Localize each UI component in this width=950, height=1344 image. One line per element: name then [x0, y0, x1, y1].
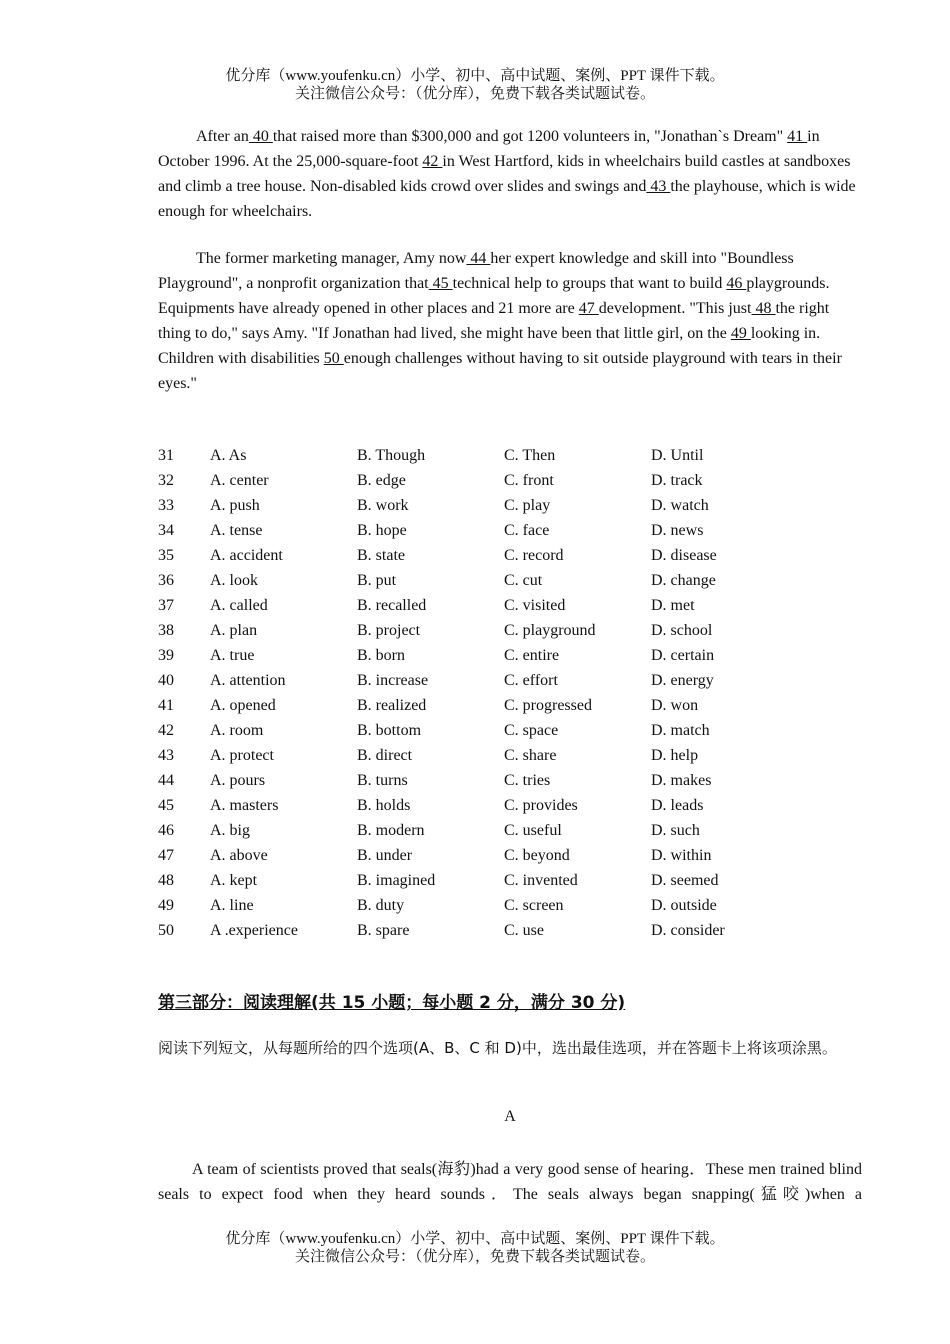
option-row-42 — [158, 718, 771, 743]
header-line-1: 优分库（www.youfenku.cn）小学、初中、高中试题、案例、PPT 课件下载。 — [225, 68, 725, 84]
option-a: A. called — [210, 596, 268, 614]
option-b: B. modern — [357, 821, 425, 839]
page-header — [0, 67, 950, 103]
option-a: A. big — [210, 821, 250, 839]
option-c: C. effort — [504, 671, 558, 689]
blank-50: 50 — [323, 350, 344, 367]
option-b: B. state — [357, 546, 405, 564]
option-a: A. above — [210, 846, 268, 864]
option-c: C. front — [504, 471, 554, 489]
option-a: A. pours — [210, 771, 266, 789]
question-number: 36 — [158, 571, 174, 589]
option-b: B. increase — [357, 671, 429, 689]
passage-label: A — [504, 1108, 516, 1125]
option-row-43 — [158, 743, 771, 768]
question-number: 48 — [158, 871, 174, 889]
option-d: D. watch — [651, 496, 709, 514]
option-c: C. tries — [504, 771, 551, 789]
option-c: C. visited — [504, 596, 566, 614]
footer-line-1: 优分库（www.youfenku.cn）小学、初中、高中试题、案例、PPT 课件下载。 — [225, 1231, 725, 1247]
option-d: D. change — [651, 571, 716, 589]
option-a: A. line — [210, 896, 254, 914]
option-row-46 — [158, 818, 771, 843]
option-row-50 — [158, 918, 771, 943]
option-a: A. opened — [210, 696, 276, 714]
option-row-45 — [158, 793, 771, 818]
option-d: D. disease — [651, 546, 717, 564]
reading-text: A team of scientists proved that seals(海豹)had a very good sense of hearing．These men trained blind seals to expect food when they heard sounds．The seals always began snapping(猛咬)when a — [158, 1161, 862, 1203]
option-row-40 — [158, 668, 771, 693]
option-row-31 — [158, 443, 771, 468]
blank-47: 47 — [578, 300, 599, 317]
option-d: D. certain — [651, 646, 715, 664]
option-a: A. look — [210, 571, 258, 589]
option-a: A. protect — [210, 746, 274, 764]
option-d: D. met — [651, 596, 695, 614]
blank-43: 43 — [646, 178, 671, 195]
option-row-48 — [158, 868, 771, 893]
text-segment: playgrounds. Equipments have already opened in other places and 21 more are — [158, 275, 830, 317]
option-row-35 — [158, 543, 771, 568]
question-number: 34 — [158, 521, 174, 539]
option-a: A. attention — [210, 671, 286, 689]
option-a: A. true — [210, 646, 255, 664]
text-segment: her expert knowledge and skill into "Boundless Playground", a nonprofit organization that — [158, 250, 794, 292]
options-table — [158, 443, 771, 943]
section-3-title: 第三部分：阅读理解(共 15 小题；每小题 2 分，满分 30 分) — [158, 993, 626, 1013]
question-number: 35 — [158, 546, 174, 564]
text-segment: the right thing to do," says Amy. "If Jonathan had lived, she might have been that little girl, on the — [158, 300, 830, 342]
option-a: A. masters — [210, 796, 279, 814]
blank-49: 49 — [730, 325, 751, 342]
option-c: C. entire — [504, 646, 560, 664]
option-row-36 — [158, 568, 771, 593]
option-a: A. kept — [210, 871, 258, 889]
option-d: D. help — [651, 746, 699, 764]
text-segment: enough challenges without having to sit outside playground with tears in their eyes." — [158, 350, 842, 392]
option-b: B. direct — [357, 746, 413, 764]
text-segment: technical help to groups that want to build — [452, 275, 727, 292]
question-number: 39 — [158, 646, 174, 664]
option-c: C. share — [504, 746, 557, 764]
option-b: B. turns — [357, 771, 408, 789]
option-b: B. put — [357, 571, 397, 589]
question-number: 42 — [158, 721, 174, 739]
option-row-47 — [158, 843, 771, 868]
question-number: 37 — [158, 596, 174, 614]
option-b: B. hope — [357, 521, 407, 539]
blank-41: 41 — [787, 128, 808, 145]
option-c: C. playground — [504, 621, 596, 639]
option-b: B. work — [357, 496, 409, 514]
reading-passage-a — [158, 1157, 862, 1207]
option-d: D. Until — [651, 446, 704, 464]
option-d: D. within — [651, 846, 712, 864]
option-b: B. duty — [357, 896, 405, 914]
question-number: 38 — [158, 621, 174, 639]
blank-45: 45 — [428, 275, 453, 292]
option-c: C. provides — [504, 796, 578, 814]
option-row-38 — [158, 618, 771, 643]
blank-42: 42 — [422, 153, 443, 170]
option-a: A. plan — [210, 621, 258, 639]
page-footer — [0, 1230, 950, 1266]
text-segment: in West Hartford, kids in wheelchairs build castles at sandboxes and climb a tree house. Non-disabled kids crowd over slides and swings and — [158, 153, 851, 195]
option-c: C. cut — [504, 571, 543, 589]
text-segment: After an — [196, 128, 249, 145]
question-number: 32 — [158, 471, 174, 489]
option-d: D. leads — [651, 796, 704, 814]
option-b: B. bottom — [357, 721, 422, 739]
question-number: 44 — [158, 771, 174, 789]
question-number: 46 — [158, 821, 174, 839]
option-d: D. such — [651, 821, 700, 839]
question-number: 31 — [158, 446, 174, 464]
option-b: B. holds — [357, 796, 411, 814]
blank-48: 48 — [751, 300, 776, 317]
text-segment: that raised more than $300,000 and got 1200 volunteers in, "Jonathan`s Dream" — [272, 128, 788, 145]
question-number: 47 — [158, 846, 174, 864]
option-row-37 — [158, 593, 771, 618]
option-d: D. track — [651, 471, 703, 489]
option-a: A .experience — [210, 921, 298, 939]
option-a: A. push — [210, 496, 260, 514]
option-b: B. realized — [357, 696, 427, 714]
option-c: C. screen — [504, 896, 564, 914]
option-d: D. school — [651, 621, 713, 639]
option-d: D. won — [651, 696, 699, 714]
option-c: C. useful — [504, 821, 562, 839]
section-3-instruction: 阅读下列短文，从每题所给的四个选项(A、B、C 和 D)中，选出最佳选项，并在答题卡上将该项涂黑。 — [158, 1039, 837, 1057]
option-c: C. record — [504, 546, 564, 564]
option-b: B. born — [357, 646, 405, 664]
option-row-34 — [158, 518, 771, 543]
question-number: 40 — [158, 671, 174, 689]
text-segment: development. "This just — [598, 300, 752, 317]
option-d: D. makes — [651, 771, 712, 789]
option-row-41 — [158, 693, 771, 718]
option-row-33 — [158, 493, 771, 518]
option-b: B. spare — [357, 921, 410, 939]
option-b: B. project — [357, 621, 421, 639]
option-c: C. face — [504, 521, 550, 539]
option-a: A. center — [210, 471, 269, 489]
option-c: C. progressed — [504, 696, 592, 714]
question-number: 50 — [158, 921, 174, 939]
cloze-paragraph-1 — [158, 124, 862, 224]
header-line-2: 关注微信公众号：（优分库），免费下载各类试题试卷。 — [294, 86, 655, 102]
footer-line-2: 关注微信公众号：（优分库），免费下载各类试题试卷。 — [294, 1249, 655, 1265]
question-number: 43 — [158, 746, 174, 764]
option-c: C. play — [504, 496, 551, 514]
option-b: B. under — [357, 846, 413, 864]
text-segment: in October 1996. At the 25,000-square-foot — [158, 128, 820, 170]
text-segment: looking in. Children with disabilities — [158, 325, 821, 367]
option-d: D. match — [651, 721, 710, 739]
option-b: B. imagined — [357, 871, 436, 889]
text-segment: the playhouse, which is wide enough for wheelchairs. — [158, 178, 856, 220]
text-segment: The former marketing manager, Amy now — [196, 250, 467, 267]
cloze-paragraph-2 — [158, 246, 862, 396]
option-b: B. edge — [357, 471, 406, 489]
option-d: D. outside — [651, 896, 717, 914]
option-b: B. Though — [357, 446, 426, 464]
option-d: D. news — [651, 521, 704, 539]
option-a: A. As — [210, 446, 247, 464]
option-d: D. energy — [651, 671, 714, 689]
option-row-44 — [158, 768, 771, 793]
blank-44: 44 — [466, 250, 491, 267]
blank-46: 46 — [726, 275, 747, 292]
option-b: B. recalled — [357, 596, 427, 614]
option-a: A. room — [210, 721, 264, 739]
blank-40: 40 — [248, 128, 273, 145]
question-number: 45 — [158, 796, 174, 814]
option-a: A. accident — [210, 546, 283, 564]
option-a: A. tense — [210, 521, 263, 539]
option-c: C. space — [504, 721, 559, 739]
option-c: C. invented — [504, 871, 578, 889]
option-c: C. use — [504, 921, 544, 939]
question-number: 41 — [158, 696, 174, 714]
option-d: D. consider — [651, 921, 725, 939]
option-row-49 — [158, 893, 771, 918]
option-row-32 — [158, 468, 771, 493]
question-number: 49 — [158, 896, 174, 914]
option-c: C. beyond — [504, 846, 570, 864]
option-c: C. Then — [504, 446, 556, 464]
option-row-39 — [158, 643, 771, 668]
question-number: 33 — [158, 496, 174, 514]
option-d: D. seemed — [651, 871, 719, 889]
